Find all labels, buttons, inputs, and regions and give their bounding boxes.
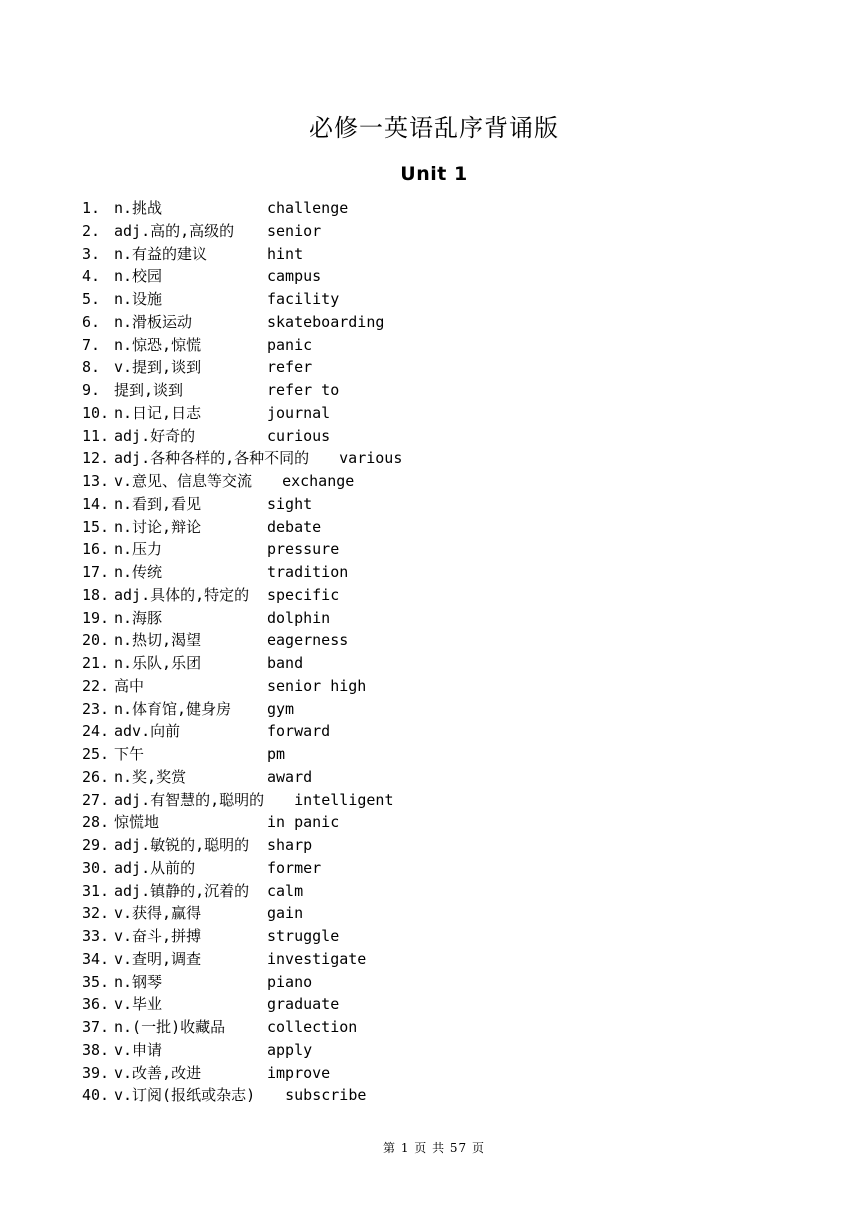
entry-chinese: v.申请 [114,1040,163,1059]
vocab-entry [82,493,802,516]
vocab-entry [82,356,802,379]
entry-number: 21. [82,654,110,672]
entry-chinese: adj.从前的 [114,858,196,877]
entry-english: various [339,449,403,468]
entry-english: hint [267,244,304,263]
entry-chinese: adv.向前 [114,722,181,741]
entry-number: 25. [82,745,110,763]
vocab-entry [82,652,802,675]
entry-english: investigate [267,949,367,968]
entry-chinese: n.惊恐,惊慌 [114,335,202,354]
entry-number: 11. [82,426,110,445]
vocab-entry [82,379,802,402]
entry-number: 23. [82,699,110,718]
entry-number: 39. [82,1063,110,1082]
vocab-entry [82,766,802,789]
entry-number: 26. [82,767,110,786]
entry-chinese: n.有益的建议 [114,244,208,263]
entry-chinese: n.奖,奖赏 [114,767,187,786]
vocab-entry [82,447,802,470]
entry-chinese: n.海豚 [114,608,163,627]
entry-chinese: v.改善,改进 [114,1063,202,1082]
vocab-entry [82,1062,802,1085]
vocab-entry [82,993,802,1016]
entry-number: 16. [82,540,110,559]
entry-english: curious [267,426,331,445]
vocab-entry [82,1084,802,1107]
vocab-entry [82,1016,802,1039]
entry-number: 38. [82,1040,110,1059]
entry-chinese: adj.高的,高级的 [114,221,235,240]
entry-chinese: 下午 [114,745,145,763]
entry-english: forward [267,722,331,741]
entry-chinese: n.乐队,乐团 [114,654,202,672]
entry-chinese: n.滑板运动 [114,312,193,331]
entry-english: eagerness [267,631,349,650]
entry-number: 12. [82,449,110,468]
entry-english: journal [267,403,331,422]
entry-number: 5. [82,290,101,308]
entry-english: award [267,767,313,786]
vocab-entry [82,288,802,311]
entry-chinese: n.压力 [114,540,163,559]
entry-english: exchange [282,472,355,490]
entry-chinese: n.体育馆,健身房 [114,699,232,718]
entry-english: gym [267,699,295,718]
entry-english: senior high [267,676,367,695]
entry-english: band [267,654,304,672]
entry-number: 27. [82,790,110,809]
vocab-entry [82,243,802,266]
entry-number: 15. [82,517,110,536]
vocab-entry [82,880,802,903]
entry-chinese: adj.具体的,特定的 [114,585,250,604]
vocab-entry [82,925,802,948]
vocab-entry [82,425,802,448]
entry-number: 22. [82,676,110,695]
entry-english: pm [267,745,286,763]
entry-number: 13. [82,472,110,490]
entry-chinese: n.钢琴 [114,972,163,991]
entry-english: panic [267,335,313,354]
entry-number: 32. [82,904,110,923]
vocab-entry [82,948,802,971]
entry-number: 28. [82,813,110,832]
entry-english: refer to [267,381,340,399]
entry-english: challenge [267,199,349,217]
entry-english: specific [267,585,340,604]
vocab-entry [82,743,802,766]
unit-heading: Unit 1 [400,163,468,185]
entry-number: 3. [82,244,101,263]
entry-english: collection [267,1018,358,1036]
entry-chinese: n.看到,看见 [114,494,202,513]
entry-chinese: v.查明,调查 [114,949,202,968]
entry-chinese: v.奋斗,拼搏 [114,927,202,945]
entry-english: intelligent [294,790,394,809]
vocab-entry [82,334,802,357]
document-title: 必修一英语乱序背诵版 [309,114,559,142]
entry-chinese: v.毕业 [114,995,163,1014]
entry-number: 33. [82,927,110,945]
entry-number: 40. [82,1086,110,1105]
entry-english: in panic [267,813,340,832]
vocab-entry [82,197,802,220]
vocab-entry [82,834,802,857]
entry-number: 1. [82,199,101,217]
entry-number: 8. [82,358,101,377]
entry-number: 7. [82,335,101,354]
vocab-list [82,197,802,1107]
entry-chinese: adj.各种各样的,各种不同的 [114,449,310,468]
entry-chinese: v.提到,谈到 [114,358,202,377]
entry-english: dolphin [267,608,331,627]
entry-chinese: v.订阅(报纸或杂志) [114,1086,256,1105]
page-footer: 第 1 页 共 57 页 [383,1141,485,1155]
vocab-entry [82,311,802,334]
entry-chinese: n.(一批)收藏品 [114,1018,226,1036]
vocab-entry [82,607,802,630]
entry-number: 18. [82,585,110,604]
entry-number: 19. [82,608,110,627]
vocab-entry [82,538,802,561]
entry-chinese: v.获得,赢得 [114,904,202,923]
entry-number: 35. [82,972,110,991]
vocab-entry [82,220,802,243]
entry-chinese: n.设施 [114,290,163,308]
entry-english: facility [267,290,340,308]
entry-number: 4. [82,267,101,286]
entry-number: 17. [82,563,110,581]
entry-number: 9. [82,381,101,399]
entry-english: skateboarding [267,312,385,331]
entry-english: improve [267,1063,331,1082]
entry-chinese: adj.有智慧的,聪明的 [114,790,265,809]
entry-number: 29. [82,836,110,854]
entry-english: apply [267,1040,313,1059]
entry-number: 14. [82,494,110,513]
entry-chinese: adj.敏锐的,聪明的 [114,836,250,854]
entry-english: debate [267,517,322,536]
vocab-entry [82,561,802,584]
entry-chinese: n.热切,渴望 [114,631,202,650]
vocab-entry [82,629,802,652]
entry-number: 31. [82,881,110,900]
entry-english: sharp [267,836,313,854]
entry-english: refer [267,358,313,377]
entry-chinese: 惊慌地 [114,813,160,832]
entry-number: 20. [82,631,110,650]
vocab-entry [82,265,802,288]
vocab-entry [82,1039,802,1062]
entry-english: senior [267,221,322,240]
entry-chinese: adj.镇静的,沉着的 [114,881,250,900]
vocab-entry [82,811,802,834]
entry-number: 2. [82,221,101,240]
entry-english: former [267,858,322,877]
entry-number: 10. [82,403,110,422]
entry-english: tradition [267,563,349,581]
entry-chinese: v.意见、信息等交流 [114,472,253,490]
entry-chinese: n.传统 [114,563,163,581]
entry-english: gain [267,904,304,923]
vocab-entry [82,402,802,425]
entry-chinese: adj.好奇的 [114,426,196,445]
entry-english: calm [267,881,304,900]
vocab-entry [82,516,802,539]
vocab-entry [82,698,802,721]
entry-chinese: 高中 [114,676,145,695]
vocab-entry [82,470,802,493]
entry-english: sight [267,494,313,513]
entry-chinese: 提到,谈到 [114,381,184,399]
entry-number: 37. [82,1018,110,1036]
entry-english: struggle [267,927,340,945]
entry-chinese: n.挑战 [114,199,163,217]
entry-english: piano [267,972,313,991]
entry-number: 36. [82,995,110,1014]
entry-english: subscribe [285,1086,367,1105]
entry-number: 34. [82,949,110,968]
entry-english: campus [267,267,322,286]
entry-number: 24. [82,722,110,741]
entry-english: pressure [267,540,340,559]
vocab-entry [82,720,802,743]
vocab-entry [82,971,802,994]
entry-english: graduate [267,995,340,1014]
entry-number: 30. [82,858,110,877]
entry-number: 6. [82,312,101,331]
vocab-entry [82,902,802,925]
entry-chinese: n.校园 [114,267,163,286]
entry-chinese: n.日记,日志 [114,403,202,422]
vocab-entry [82,584,802,607]
vocab-entry [82,857,802,880]
vocab-entry [82,789,802,812]
vocab-entry [82,675,802,698]
entry-chinese: n.讨论,辩论 [114,517,202,536]
